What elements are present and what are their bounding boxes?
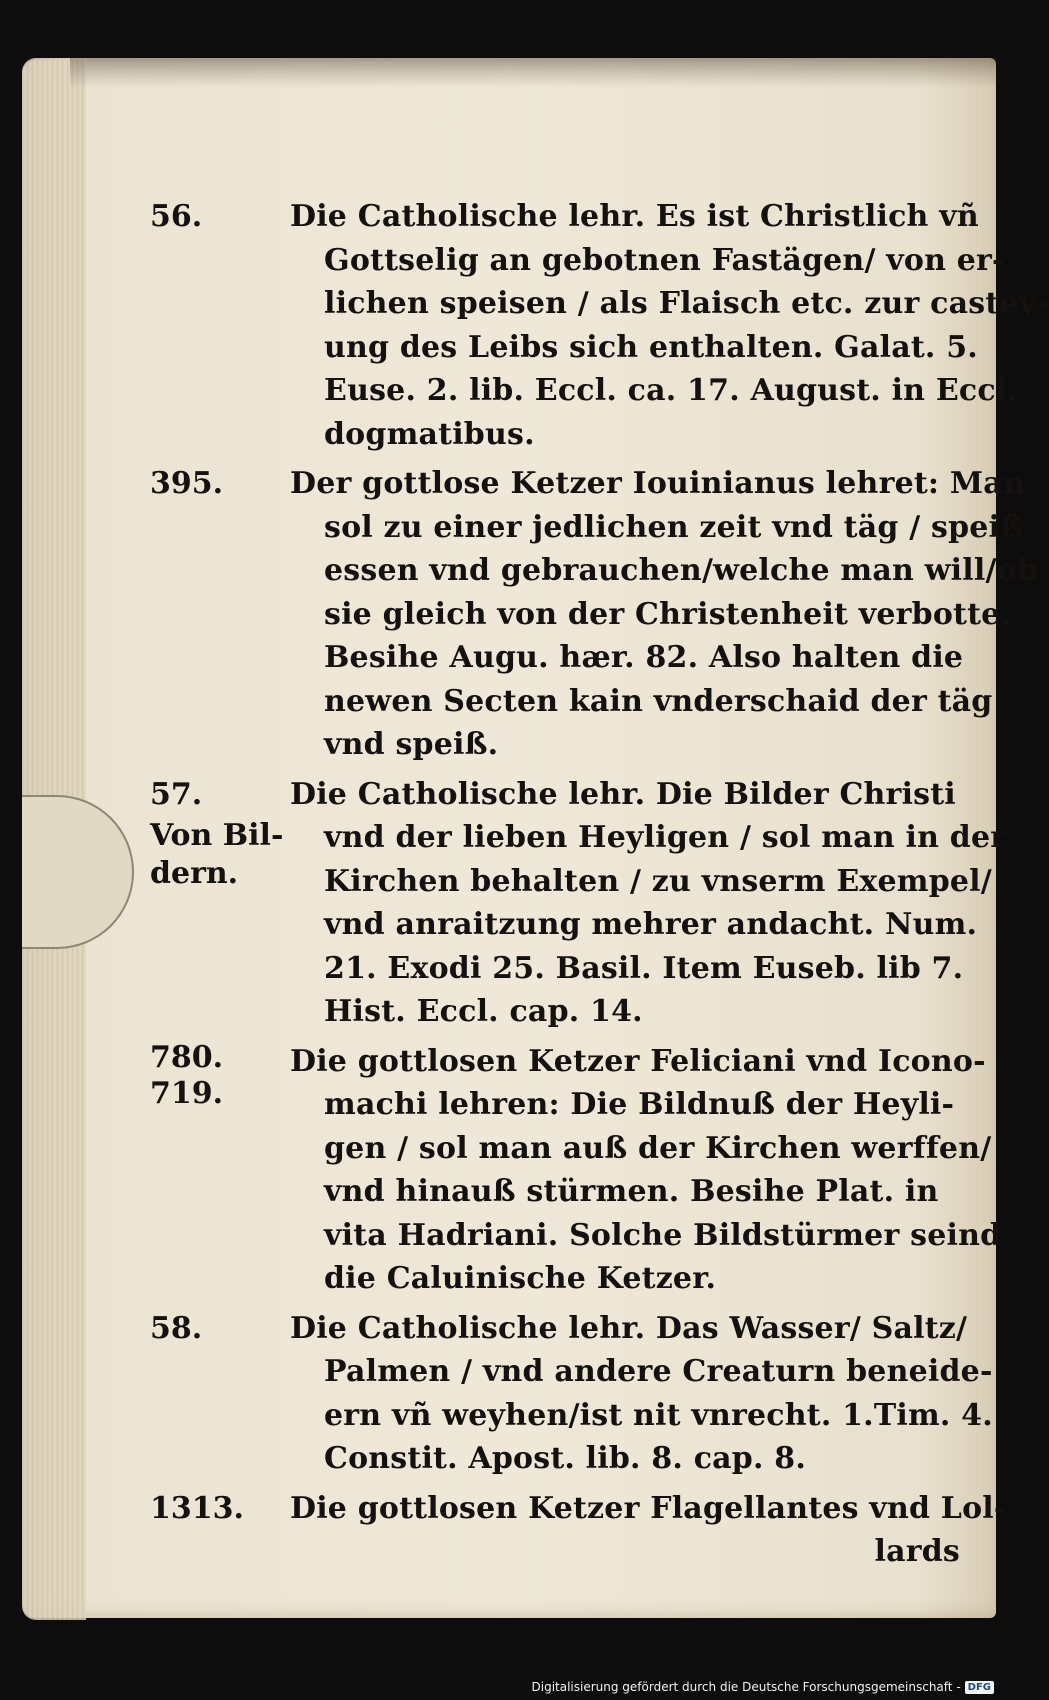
entry-395	[150, 462, 1039, 767]
text-line: vnd speiß.	[324, 727, 499, 762]
entry-body	[290, 773, 1007, 1034]
page-top-shadow	[70, 58, 996, 88]
entry-1313	[150, 1487, 1007, 1574]
text-line: Besihe Augu. hær. 82. Also halten die	[324, 640, 964, 675]
entry-body	[290, 1307, 993, 1481]
text-line: machi lehren: Die Bildnuß der Heyli-	[324, 1087, 955, 1122]
text-line: ern vñ weyhen/ist nit vnrecht. 1.Tim. 4.	[324, 1397, 993, 1433]
text-line: Die Catholische lehr. Das Wasser/ Saltz/	[290, 1310, 968, 1346]
margin-number: 780. 719.	[150, 1039, 224, 1111]
margin-note	[150, 1307, 290, 1351]
entry-body	[290, 195, 1049, 456]
entry-body	[290, 1040, 1002, 1301]
margin-number: 1313.	[150, 1490, 244, 1526]
margin-note	[150, 195, 290, 239]
entry-56	[150, 195, 1049, 456]
text-line: die Caluinische Ketzer.	[324, 1261, 717, 1296]
text-line: lichen speisen / als Flaisch etc. zur castey-	[324, 286, 1049, 321]
margin-number: 56.	[150, 199, 203, 234]
digitization-credit	[532, 1680, 995, 1694]
text-line: gen / sol man auß der Kirchen werffen/	[324, 1130, 992, 1166]
text-line: Die gottlosen Ketzer Flagellantes vnd Lol-	[290, 1490, 1007, 1526]
text-line: Euse. 2. lib. Eccl. ca. 17. August. in Eccl.	[324, 373, 1019, 408]
text-line: Die gottlosen Ketzer Feliciani vnd Icono-	[290, 1043, 986, 1079]
entry-57	[150, 773, 1007, 1034]
text-line: ung des Leibs sich enthalten. Galat. 5.	[324, 329, 978, 365]
entry-body	[290, 1487, 1007, 1574]
text-line: dogmatibus.	[324, 416, 535, 452]
dfg-logo: DFG	[965, 1681, 994, 1694]
text-line: Der gottlose Ketzer Iouinianus lehret: Man	[290, 466, 1025, 501]
margin-note	[150, 462, 290, 506]
text-line: vnd hinauß stürmen. Besihe Plat. in	[324, 1174, 939, 1209]
text-line: vita Hadriani. Solche Bildstürmer seind	[324, 1217, 1002, 1253]
entry-body	[290, 462, 1039, 767]
catchword: lards	[874, 1534, 960, 1569]
margin-number: 395.	[150, 466, 224, 501]
text-line: essen vnd gebrauchen/welche man will/ob	[324, 553, 1039, 588]
text-line: vnd anraitzung mehrer andacht. Num.	[324, 907, 978, 942]
text-line: Gottselig an gebotnen Fastägen/ von er-	[324, 242, 1005, 278]
entry-58	[150, 1307, 993, 1481]
text-line: Die Catholische lehr. Es ist Christlich vñ	[290, 199, 979, 234]
text-line: Die Catholische lehr. Die Bilder Christi	[290, 776, 956, 812]
text-line: Constit. Apost. lib. 8. cap. 8.	[324, 1441, 806, 1476]
margin-note	[150, 773, 290, 893]
margin-note	[150, 1040, 290, 1112]
text-line: sol zu einer jedlichen zeit vnd täg / speiß	[324, 509, 1024, 545]
text-line: vnd der lieben Heyligen / sol man in der	[324, 820, 1007, 855]
text-line: Kirchen behalten / zu vnserm Exempel/	[324, 863, 992, 899]
page-text	[150, 195, 1049, 1574]
text-line: 21. Exodi 25. Basil. Item Euseb. lib 7.	[324, 950, 964, 986]
entry-780	[150, 1039, 1002, 1301]
text-line: Hist. Eccl. cap. 14.	[324, 994, 643, 1029]
margin-number: 57.	[150, 776, 203, 812]
margin-note	[150, 1487, 290, 1531]
text-line: newen Secten kain vnderschaid der täg	[324, 683, 993, 719]
text-line: Palmen / vnd andere Creaturn beneide-	[324, 1354, 993, 1389]
text-line: sie gleich von der Christenheit verbotte.	[324, 596, 1012, 632]
margin-gloss: Von Bil- dern.	[150, 817, 284, 891]
credit-text: Digitalisierung gefördert durch die Deutsche Forschungsgemeinschaft -	[531, 1680, 961, 1694]
margin-number: 58.	[150, 1310, 203, 1346]
